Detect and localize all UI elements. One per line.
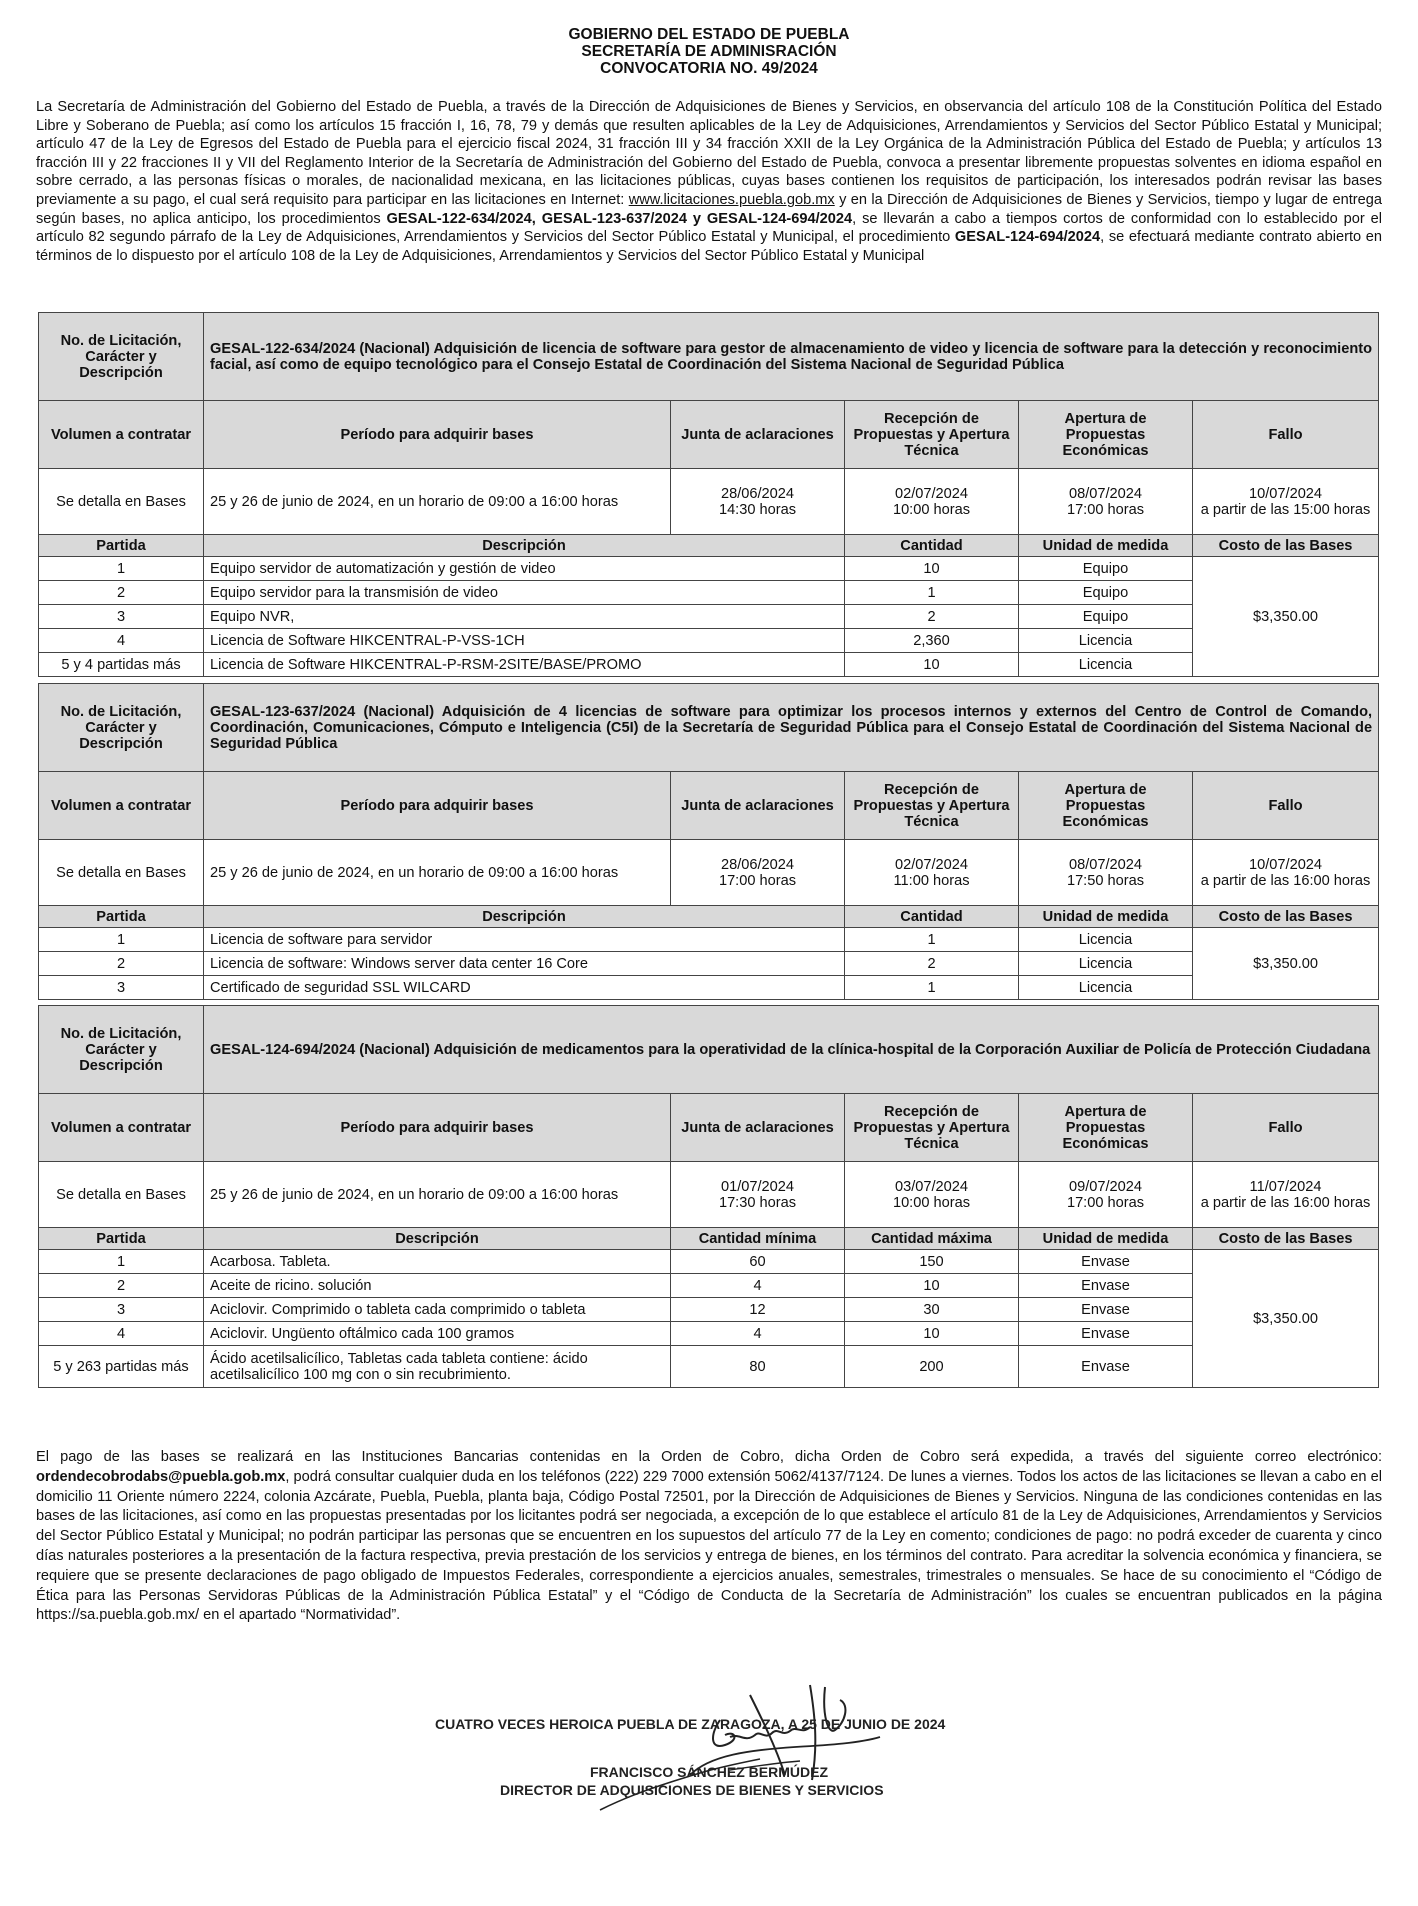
unidad-header: Unidad de medida <box>1019 535 1193 557</box>
fallo-value: 11/07/2024 a partir de las 16:00 horas <box>1193 1162 1379 1228</box>
cantidad-minima-header: Cantidad mínima <box>671 1228 845 1250</box>
junta-value: 01/07/2024 17:30 horas <box>671 1162 845 1228</box>
table-row: 2 Equipo servidor para la transmisión de video 1 Equipo <box>39 581 1379 605</box>
volumen-value: Se detalla en Bases <box>39 1162 204 1228</box>
junta-value: 28/06/2024 17:00 horas <box>671 840 845 906</box>
licitacion-table-1 <box>38 312 1379 677</box>
junta-label: Junta de aclaraciones <box>671 1094 845 1162</box>
fallo-value: 10/07/2024 a partir de las 15:00 horas <box>1193 469 1379 535</box>
signatory-name: FRANCISCO SÁNCHEZ BERMÚDEZ <box>590 1764 828 1780</box>
signatory-position: DIRECTOR DE ADQUISICIONES DE BIENES Y SERVICIOS <box>500 1782 884 1798</box>
cantidad-header: Cantidad <box>845 535 1019 557</box>
volumen-value: Se detalla en Bases <box>39 469 204 535</box>
volumen-label: Volumen a contratar <box>39 772 204 840</box>
header-secretariat: SECRETARÍA DE ADMINISRACIÓN <box>581 43 837 60</box>
fallo-label: Fallo <box>1193 401 1379 469</box>
partida-header: Partida <box>39 906 204 928</box>
periodo-value: 25 y 26 de junio de 2024, en un horario de 09:00 a 16:00 horas <box>204 469 671 535</box>
table-row: 5 y 4 partidas más Licencia de Software HIKCENTRAL-P-RSM-2SITE/BASE/PROMO 10 Licencia <box>39 653 1379 677</box>
volumen-label: Volumen a contratar <box>39 1094 204 1162</box>
costo-header: Costo de las Bases <box>1193 906 1379 928</box>
table-row: 4 Licencia de Software HIKCENTRAL-P-VSS-1CH 2,360 Licencia <box>39 629 1379 653</box>
licitacion-title: GESAL-123-637/2024 (Nacional) Adquisición de 4 licencias de software para optimizar los procesos internos y externos del Centro de Control de Comando, Coordinación, Comunicaciones, Cómputo e Inteligencia (C5I) de la Secretaría de Seguridad Pública para el Consejo Estatal de Coordinación del Sistema Nacional de Seguridad Pública <box>204 684 1379 772</box>
unidad-header: Unidad de medida <box>1019 906 1193 928</box>
table-row: 1 Licencia de software para servidor 1 Licencia $3,350.00 <box>39 928 1379 952</box>
table-row: 4 Aciclovir. Ungüento oftálmico cada 100 gramos 4 10 Envase <box>39 1322 1379 1346</box>
apertura-value: 08/07/2024 17:50 horas <box>1019 840 1193 906</box>
no-licitacion-label: No. de Licitación, Carácter y Descripción <box>39 1006 204 1094</box>
apertura-label: Apertura de Propuestas Económicas <box>1019 772 1193 840</box>
periodo-value: 25 y 26 de junio de 2024, en un horario de 09:00 a 16:00 horas <box>204 1162 671 1228</box>
costo-bases-value: $3,350.00 <box>1193 557 1379 677</box>
descripcion-header: Descripción <box>204 535 845 557</box>
licitaciones-link[interactable]: www.licitaciones.puebla.gob.mx <box>628 191 835 208</box>
table-row: 2 Licencia de software: Windows server data center 16 Core 2 Licencia <box>39 952 1379 976</box>
descripcion-header: Descripción <box>204 906 845 928</box>
fallo-label: Fallo <box>1193 1094 1379 1162</box>
junta-label: Junta de aclaraciones <box>671 772 845 840</box>
recepcion-label: Recepción de Propuestas y Apertura Técnica <box>845 401 1019 469</box>
table-row: 2 Aceite de ricino. solución 4 10 Envase <box>39 1274 1379 1298</box>
cantidad-maxima-header: Cantidad máxima <box>845 1228 1019 1250</box>
document-header <box>0 26 1418 77</box>
unidad-header: Unidad de medida <box>1019 1228 1193 1250</box>
apertura-value: 08/07/2024 17:00 horas <box>1019 469 1193 535</box>
descripcion-header: Descripción <box>204 1228 671 1250</box>
volumen-value: Se detalla en Bases <box>39 840 204 906</box>
recepcion-value: 02/07/2024 11:00 horas <box>845 840 1019 906</box>
no-licitacion-label: No. de Licitación, Carácter y Descripción <box>39 684 204 772</box>
periodo-label: Período para adquirir bases <box>204 1094 671 1162</box>
table-row: 5 y 263 partidas más Ácido acetilsalicílico, Tabletas cada tableta contiene: ácido acetilsalicílico 100 mg con o sin recubrimiento. 80 200 Envase <box>39 1346 1379 1388</box>
email-link[interactable]: ordendecobrodabs@puebla.gob.mx <box>36 1468 286 1485</box>
cantidad-header: Cantidad <box>845 906 1019 928</box>
licitacion-title: GESAL-124-694/2024 (Nacional) Adquisición de medicamentos para la operatividad de la clínica-hospital de la Corporación Auxiliar de Policía de Protección Ciudadana <box>204 1006 1379 1094</box>
partida-header: Partida <box>39 535 204 557</box>
footer-paragraph: El pago de las bases se realizará en las Instituciones Bancarias contenidas en la Orden de Cobro, dicha Orden de Cobro será expedida, a través del siguiente correo electrónico: ordendecobrodabs@puebla.gob.mx, podrá consultar cualquier duda en los teléfonos (222) 229 7000 extensión 5062/4137/7124. De lunes a viernes. Todos los actos de las licitaciones se llevan a cabo en el domicilio 11 Oriente número 2224, colonia Azcárate, Puebla, Puebla, planta baja, Código Postal 72501, por la Dirección de Adquisiciones de Bienes y Servicios. Ninguna de las condiciones contenidas en las bases de las licitaciones, así como en las propuestas presentadas por los licitantes podrá ser negociada, a excepción de lo que establece el artículo 81 de la Ley de Adquisiciones, Arrendamientos y Servicios del Sector Público Estatal y Municipal; no podrán participar las personas que se encuentren en los supuestos del artículo 77 de la Ley en comento; condiciones de pago: no podrá exceder de cuarenta y cinco días naturales posteriores a la presentación de la factura respectiva, previa prestación de los servicios y entrega de bienes, en los términos del contrato. Para acreditar la solvencia económica y financiera, se requiere que se presente declaraciones de pago obligado de Impuestos Federales, correspondiente a ejercicios anuales, semestrales, trimestrales o mensuales. Se hace de su conocimiento el “Código de Ética para las Personas Servidoras Públicas de la Administración Pública Estatal” y el “Código de Conducta de la Secretaría de Administración” los cuales se encuentran publicados en la página https://sa.puebla.gob.mx/ en el apartado “Normatividad”. <box>36 1449 1382 1624</box>
recepcion-value: 02/07/2024 10:00 horas <box>845 469 1019 535</box>
table-row: 1 Acarbosa. Tableta. 60 150 Envase $3,350.00 <box>39 1250 1379 1274</box>
partida-header: Partida <box>39 1228 204 1250</box>
signature-place-date: CUATRO VECES HEROICA PUEBLA DE ZARAGOZA, A 25 DE JUNIO DE 2024 <box>435 1716 946 1732</box>
apertura-label: Apertura de Propuestas Económicas <box>1019 401 1193 469</box>
licitacion-table-3 <box>38 1005 1379 1388</box>
table-row: 3 Certificado de seguridad SSL WILCARD 1 Licencia <box>39 976 1379 1000</box>
junta-value: 28/06/2024 14:30 horas <box>671 469 845 535</box>
costo-header: Costo de las Bases <box>1193 535 1379 557</box>
volumen-label: Volumen a contratar <box>39 401 204 469</box>
licitacion-table-2 <box>38 683 1379 1000</box>
no-licitacion-label: No. de Licitación, Carácter y Descripción <box>39 313 204 401</box>
fallo-label: Fallo <box>1193 772 1379 840</box>
junta-label: Junta de aclaraciones <box>671 401 845 469</box>
recepcion-label: Recepción de Propuestas y Apertura Técnica <box>845 1094 1019 1162</box>
intro-paragraph: La Secretaría de Administración del Gobierno del Estado de Puebla, a través de la Dirección de Adquisiciones de Bienes y Servicios, en observancia del artículo 108 de la Constitución Política del Estado Libre y Soberano de Puebla; así como los artículos 15 fracción I, 16, 78, 79 y demás que resulten aplicables de la Ley de Adquisiciones, Arrendamientos y Servicios del Sector Público Estatal y Municipal; artículo 47 de la Ley de Egresos del Estado de Puebla para el ejercicio fiscal 2024, 31 fracción III y 34 fracción XXII de la Ley Orgánica de la Administración Pública del Estado de Puebla; y artículos 13 fracción III y 22 fracciones II y VII del Reglamento Interior de la Secretaría de Administración del Gobierno del Estado de Puebla, convoca a presentar libremente propuestas solventes en idioma español en sobre cerrado, a las personas físicas o morales, de nacionalidad mexicana, en las licitaciones públicas, cuyas bases contienen los requisitos de participación, los interesados podrán revisar las bases previamente a su pago, el cual será requisito para participar en las licitaciones en Internet: www.licitaciones.puebla.gob.mx y en la Dirección de Adquisiciones de Bienes y Servicios, tiempo y lugar de entrega según bases, no aplica anticipo, los procedimientos GESAL-122-634/2024, GESAL-123-637/2024 y GESAL-124-694/2024, se llevarán a cabo a tiempos cortos de conformidad con lo establecido por el artículo 82 segundo párrafo de la Ley de Adquisiciones, Arrendamientos y Servicios del Sector Público Estatal y Municipal, el procedimiento GESAL-124-694/2024, se efectuará mediante contrato abierto en términos de lo dispuesto por el artículo 108 de la Ley de Adquisiciones, Arrendamientos y Servicios del Sector Público Estatal y Municipal <box>36 99 1383 264</box>
licitacion-title: GESAL-122-634/2024 (Nacional) Adquisición de licencia de software para gestor de almacenamiento de video y licencia de software para la detección y reconocimiento facial, así como de equipo tecnológico para el Consejo Estatal de Coordinación del Sistema Nacional de Seguridad Pública <box>204 313 1379 401</box>
table-row: 1 Equipo servidor de automatización y gestión de video 10 Equipo $3,350.00 <box>39 557 1379 581</box>
handwritten-signature <box>560 1675 980 1815</box>
fallo-value: 10/07/2024 a partir de las 16:00 horas <box>1193 840 1379 906</box>
costo-header: Costo de las Bases <box>1193 1228 1379 1250</box>
periodo-label: Período para adquirir bases <box>204 772 671 840</box>
costo-bases-value: $3,350.00 <box>1193 1250 1379 1388</box>
recepcion-label: Recepción de Propuestas y Apertura Técnica <box>845 772 1019 840</box>
periodo-label: Período para adquirir bases <box>204 401 671 469</box>
apertura-label: Apertura de Propuestas Económicas <box>1019 1094 1193 1162</box>
header-convocatoria: CONVOCATORIA NO. 49/2024 <box>600 60 818 77</box>
apertura-value: 09/07/2024 17:00 horas <box>1019 1162 1193 1228</box>
header-government: GOBIERNO DEL ESTADO DE PUEBLA <box>568 26 850 43</box>
recepcion-value: 03/07/2024 10:00 horas <box>845 1162 1019 1228</box>
costo-bases-value: $3,350.00 <box>1193 928 1379 1000</box>
table-row: 3 Equipo NVR, 2 Equipo <box>39 605 1379 629</box>
periodo-value: 25 y 26 de junio de 2024, en un horario de 09:00 a 16:00 horas <box>204 840 671 906</box>
table-row: 3 Aciclovir. Comprimido o tableta cada comprimido o tableta 12 30 Envase <box>39 1298 1379 1322</box>
